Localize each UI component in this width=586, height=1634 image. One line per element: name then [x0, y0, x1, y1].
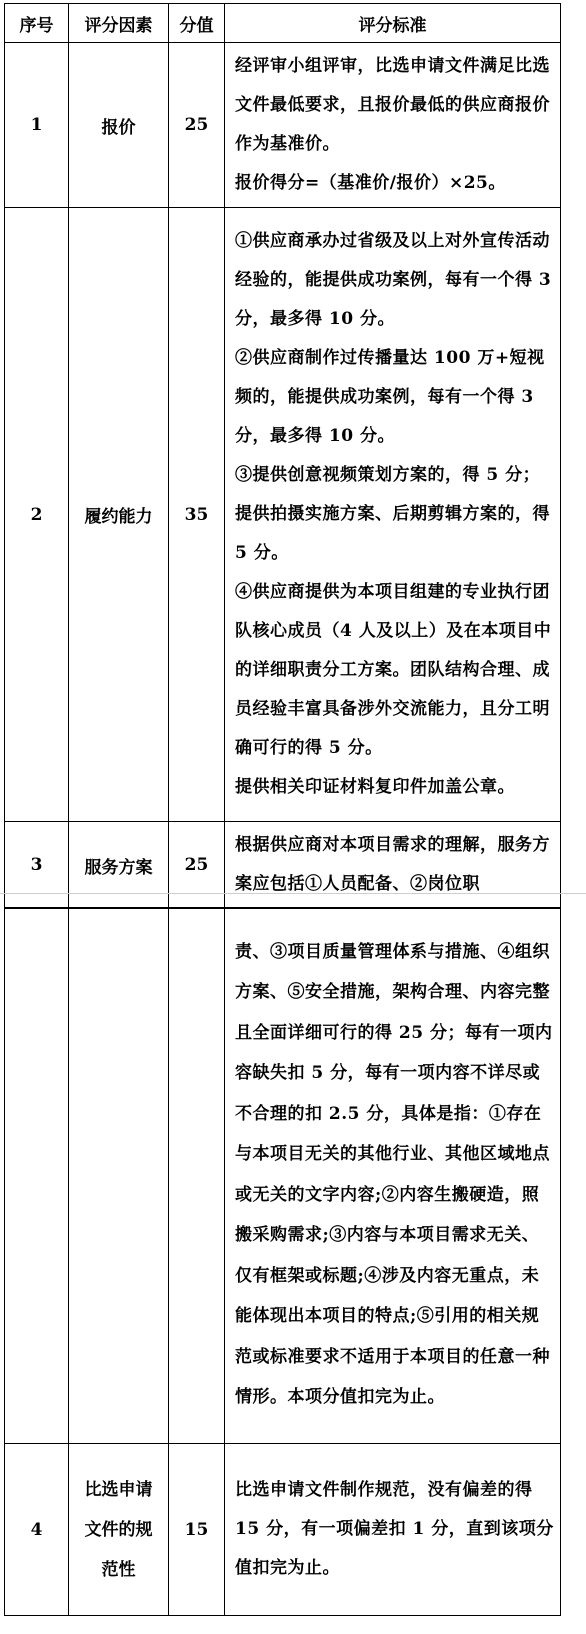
table-row [5, 208, 561, 822]
row-score [169, 908, 225, 1444]
standard-line: 报价得分=（基准价/报价）×25。 [235, 173, 506, 193]
row-score: 25 [169, 43, 225, 208]
standard-line: 比选申请文件制作规范，没有偏差的得 15 分，有一项偏差扣 1 分，直到该项分值扣完为止。 [235, 1480, 554, 1578]
row-factor: 报价 [69, 43, 169, 208]
row-factor [69, 908, 169, 1444]
header-standard: 评分标准 [225, 4, 561, 43]
row-standard [225, 908, 561, 1444]
standard-line: ③提供创意视频策划方案的，得 5 分；提供拍摄实施方案、后期剪辑方案的，得 5 分。 [235, 465, 550, 563]
standard-line: 提供相关印证材料复印件加盖公章。 [235, 777, 515, 797]
standard-line: ①供应商承办过省级及以上对外宣传活动经验的，能提供成功案例，每有一个得 3 分，最多得 10 分。 [235, 231, 552, 329]
row-no: 2 [5, 208, 69, 822]
standard-line: 根据供应商对本项目需求的理解，服务方案应包括①人员配备、②岗位职 [235, 835, 550, 894]
row-no: 4 [5, 1444, 69, 1616]
row-score: 25 [169, 822, 225, 909]
row-standard [225, 1444, 561, 1616]
row-factor: 服务方案 [69, 822, 169, 909]
row-score: 15 [169, 1444, 225, 1616]
row-standard [225, 208, 561, 822]
table-row [5, 1444, 561, 1616]
standard-line: ④供应商提供为本项目组建的专业执行团队核心成员（4 人及以上）及在本项目中的详细职责分工方案。团队结构合理、成员经验丰富具备涉外交流能力，且分工明确可行的得 5 分。 [235, 582, 552, 758]
header-score: 分值 [169, 4, 225, 43]
header-no: 序号 [5, 4, 69, 43]
standard-line: ②供应商制作过传播量达 100 万+短视频的，能提供成功案例，每有一个得 3 分，最多得 10 分。 [235, 348, 545, 446]
standard-line: 经评审小组评审，比选申请文件满足比选文件最低要求，且报价最低的供应商报价作为基准价。 [235, 56, 550, 154]
row-no [5, 908, 69, 1444]
row-factor: 比选申请文件的规范性 [69, 1444, 169, 1616]
row-no: 3 [5, 822, 69, 909]
row-factor: 履约能力 [69, 208, 169, 822]
scoring-table-continued [4, 907, 561, 1616]
page-break [0, 886, 586, 900]
scoring-table-page-2 [4, 907, 560, 1616]
table-row [5, 908, 561, 1444]
row-standard [225, 43, 561, 208]
scoring-table-page-1 [4, 3, 560, 909]
standard-line: 责、③项目质量管理体系与措施、④组织方案、⑤安全措施，架构合理、内容完整且全面详细可行的得 25 分；每有一项内容缺失扣 5 分，每有一项内容不详尽或不合理的扣 2.5 分，具体是指：①存在与本项目无关的其他行业、其他区域地点或无关的文字内容;②内容生搬硬造，照搬采购需求;③内容与本项目需求无关、仅有框架或标题;④涉及内容无重点，未能体现出本项目的特点;⑤引用的相关规范或标准要求不适用于本项目的任意一种情形。本项分值扣完为止。 [235, 941, 553, 1407]
scoring-table [4, 3, 561, 909]
table-header-row [5, 4, 561, 43]
header-factor: 评分因素 [69, 4, 169, 43]
table-row [5, 43, 561, 208]
row-score: 35 [169, 208, 225, 822]
row-no: 1 [5, 43, 69, 208]
